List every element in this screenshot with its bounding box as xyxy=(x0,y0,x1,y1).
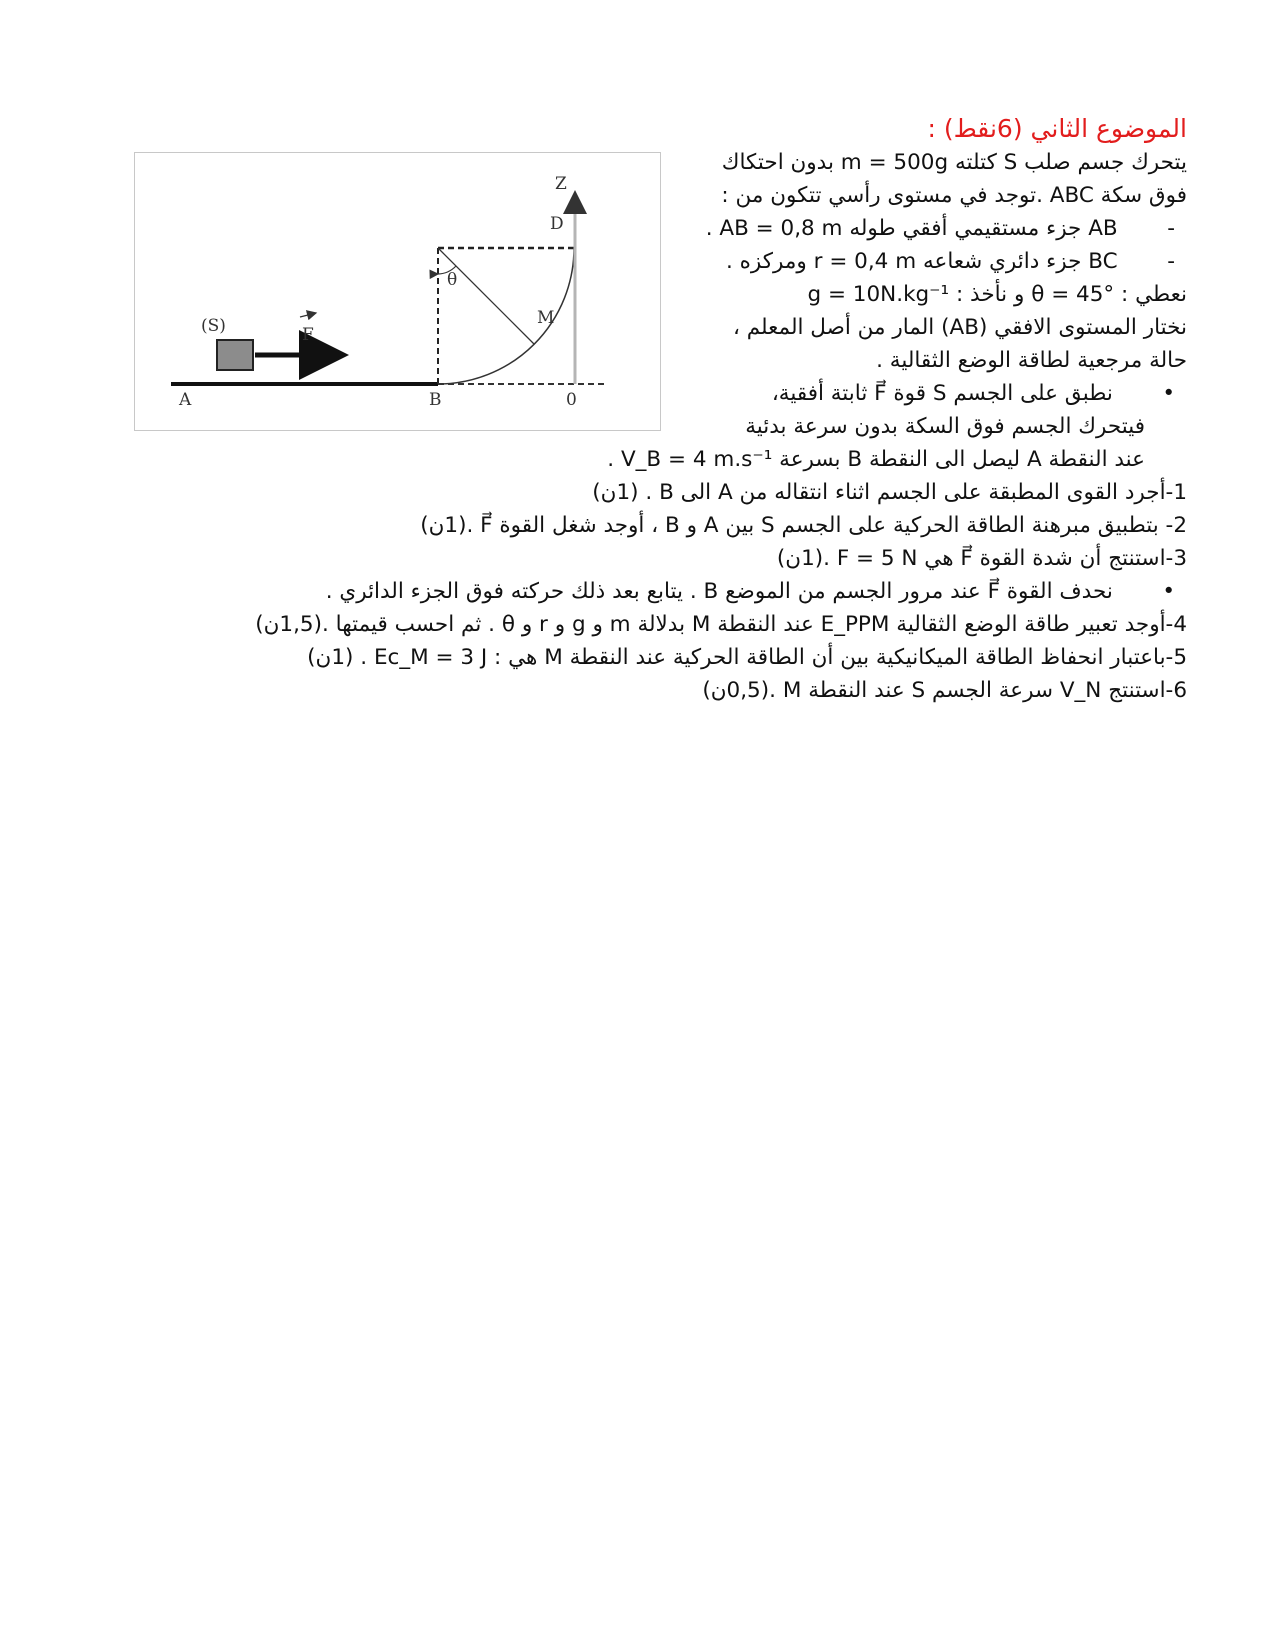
block-s xyxy=(217,340,253,370)
part-ab xyxy=(675,212,1175,245)
bullet-1-line-1: نطبق على الجسم S قوة F⃗ ثابتة أفقية، xyxy=(771,381,1113,406)
bullet-marker: • xyxy=(1162,579,1175,604)
bullet-2-text: نحدف القوة F⃗ عند مرور الجسم من الموضع B . يتابع بعد ذلك حركته فوق الجزء الدائري . xyxy=(325,579,1113,604)
label-s: (S) xyxy=(201,316,226,336)
label-d: D xyxy=(550,214,564,234)
part-bc xyxy=(675,245,1175,278)
bullet-marker: • xyxy=(1162,381,1175,406)
track-figure xyxy=(134,152,661,431)
label-m: M xyxy=(537,308,555,328)
exercise-title: الموضوع الثاني (6نقط) : xyxy=(927,114,1187,143)
intro-line-1: يتحرك جسم صلب S كتلته m = 500g بدون احتكاك xyxy=(721,150,1187,175)
part-bc-text: BC جزء دائري شعاعه r = 0,4 m ومركزه . xyxy=(726,249,1118,274)
label-z: Z xyxy=(555,174,567,194)
question-4: 4-أوجد تعبير طاقة الوضع الثقالية E_PPM عند النقطة M بدلالة m و g و r و θ . ثم احسب قيمتها .(1,5ن) xyxy=(255,612,1187,637)
question-5: 5-باعتبار انحفاظ الطاقة الميكانيكية بين أن الطاقة الحركية عند النقطة M هي : Ec_M = 3 J . (1ن) xyxy=(307,645,1187,670)
question-1: 1-أجرد القوى المطبقة على الجسم اثناء انتقاله من A الى B . (1ن) xyxy=(592,480,1187,505)
label-f: F xyxy=(302,325,314,345)
label-o: 0 xyxy=(566,390,577,410)
f-vector-arrow xyxy=(300,313,316,317)
question-6: 6-استنتج V_N سرعة الجسم S عند النقطة M .(0,5ن) xyxy=(702,678,1187,703)
given-line-3: حالة مرجعية لطاقة الوضع الثقالية . xyxy=(876,348,1187,373)
intro-line-2: فوق سكة ABC .توجد في مستوى رأسي تتكون من : xyxy=(721,183,1187,208)
bullet-1-line-2: فيتحرك الجسم فوق السكة بدون سرعة بدئية xyxy=(745,414,1145,439)
given-line-2: نختار المستوى الافقي (AB) المار من أصل المعلم ، xyxy=(732,315,1187,340)
track-diagram xyxy=(135,153,659,429)
bullet-2 xyxy=(225,575,1175,608)
part-ab-text: AB جزء مستقيمي أفقي طوله AB = 0,8 m . xyxy=(705,216,1118,241)
question-3: 3-استنتج أن شدة القوة F⃗ هي F = 5 N .(1ن) xyxy=(776,546,1187,571)
dash-marker: - xyxy=(1167,216,1175,241)
question-2: 2- بتطبيق مبرهنة الطاقة الحركية على الجسم S بين A و B ، أوجد شغل القوة F⃗ .(1ن) xyxy=(420,513,1187,538)
bullet-1-line-3: عند النقطة A ليصل الى النقطة B بسرعة V_B = 4 m.s⁻¹ . xyxy=(607,447,1145,472)
radius-om xyxy=(438,248,534,344)
label-a: A xyxy=(179,390,192,410)
dash-marker: - xyxy=(1167,249,1175,274)
label-theta: θ xyxy=(447,270,458,290)
label-b: B xyxy=(429,390,442,410)
given-line-1: نعطي : θ = 45° و نأخذ : g = 10N.kg⁻¹ xyxy=(807,282,1187,307)
